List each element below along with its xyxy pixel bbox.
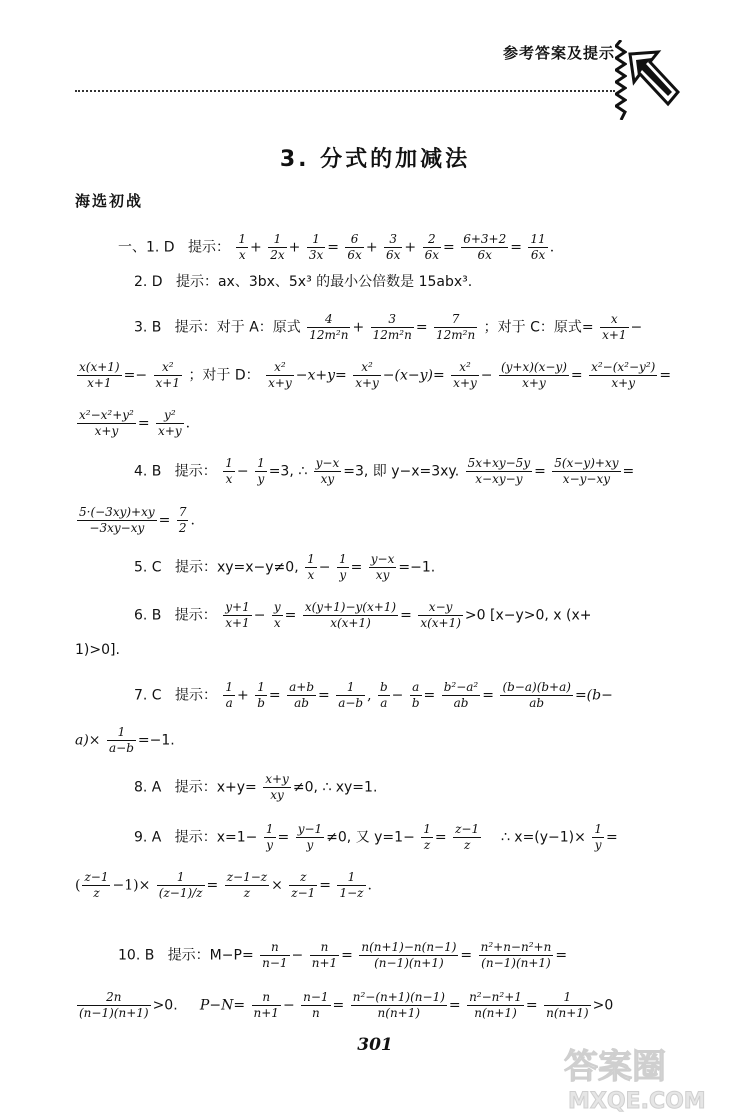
fraction: $\frac{\text{x²−(x²−y²)}}{x+y}$ xyxy=(591,360,656,390)
fraction: $\frac{n}{n+1}$ xyxy=(253,990,279,1020)
fraction: $\frac{\text{n²−n²+1}}{n(n+1)}$ xyxy=(469,990,522,1020)
fraction: $\frac{1}{2x}$ xyxy=(270,232,285,262)
fraction: $\frac{1}{3x}$ xyxy=(308,232,324,262)
header-divider xyxy=(75,90,615,92)
fraction: $\frac{1}{x}$ xyxy=(225,456,233,486)
fraction: $\frac{6}{6x}$ xyxy=(347,232,362,262)
fraction: $\frac{\text{x²−x²+y²}}{x+y}$ xyxy=(79,408,134,438)
fraction: $\frac{x-y}{x(x+1)}$ xyxy=(420,600,461,630)
fraction: $\frac{1}{y}$ xyxy=(257,456,265,486)
fraction: $\frac{x}{x+1}$ xyxy=(602,312,627,342)
fraction: $\frac{1}{n(n+1)}$ xyxy=(546,990,589,1020)
fraction: $\frac{\text{x²}}{x+1}$ xyxy=(155,360,180,390)
fraction: $\frac{5x+xy-5y}{x-xy-y}$ xyxy=(467,456,531,486)
fraction: $\frac{z-1}{z}$ xyxy=(455,822,480,852)
fraction: $\frac{n-1}{n}$ xyxy=(303,990,329,1020)
page-title: 3. 分式的加减法 xyxy=(279,147,471,172)
fraction: $\frac{7}{\text{12m²n}}$ xyxy=(436,312,476,342)
fraction: $\frac{1}{x}$ xyxy=(238,232,247,262)
fraction: $\frac{\text{b²−a²}}{ab}$ xyxy=(443,680,479,710)
fraction: $\frac{y-x}{xy}$ xyxy=(315,456,340,486)
fraction: $\frac{1}{b}$ xyxy=(257,680,265,710)
fraction: $\frac{(b-a)(b+a)}{ab}$ xyxy=(502,680,571,710)
fraction: $\frac{3}{\text{12m²n}}$ xyxy=(372,312,412,342)
fraction: $\frac{z-1-z}{z}$ xyxy=(226,870,268,900)
fraction: $\frac{a}{b}$ xyxy=(411,680,420,710)
fraction: $\frac{x(y+1)-y(x+1)}{x(x+1)}$ xyxy=(304,600,397,630)
svg-text:答案圈: 答案圈 xyxy=(564,1047,666,1087)
fraction: $\frac{1}{y}$ xyxy=(594,822,602,852)
fraction: $\frac{11}{6x}$ xyxy=(530,232,546,262)
arrow-icon xyxy=(628,50,680,108)
fraction: $\frac{n(n+1)-n(n-1)}{(n-1)(n+1)}$ xyxy=(361,940,457,970)
fraction: $\frac{1}{a-b}$ xyxy=(338,680,364,710)
fraction: $\frac{6+3+2}{6x}$ xyxy=(463,232,507,262)
fraction: $\frac{\text{y²}}{x+y}$ xyxy=(158,408,182,438)
header-title: 参考答案及提示 xyxy=(502,44,615,62)
fraction: $\frac{5\cdot(-3xy)+xy}{-3xy-xy}$ xyxy=(79,505,155,535)
fraction: $\frac{\text{x²}}{x+y}$ xyxy=(453,360,477,390)
fraction: $\frac{b}{a}$ xyxy=(379,680,388,710)
fraction: $\frac{1}{a-b}$ xyxy=(109,725,134,755)
fraction: $\frac{n}{n+1}$ xyxy=(311,940,338,970)
fraction: $\frac{2}{6x}$ xyxy=(424,232,440,262)
fraction: $\frac{1}{y}$ xyxy=(338,552,347,582)
section-heading: 海选初战 xyxy=(75,192,144,210)
fraction: $\frac{1}{x}$ xyxy=(307,552,315,582)
fraction: $\frac{1}{a}$ xyxy=(225,680,234,710)
fraction: $\frac{1}{1-z}$ xyxy=(339,870,364,900)
zigzag-border-icon xyxy=(615,40,627,120)
fraction: $\frac{\text{x²}}{x+y}$ xyxy=(355,360,379,390)
fraction: $\frac{\text{n²−(n+1)(n−1)}}{n(n+1)}$ xyxy=(352,990,445,1020)
fraction: $\frac{y+1}{x+1}$ xyxy=(225,600,250,630)
svg-text:MXQE.COM: MXQE.COM xyxy=(568,1089,706,1114)
fraction: $\frac{x+y}{xy}$ xyxy=(265,772,289,802)
fraction: $\frac{y}{x}$ xyxy=(273,600,281,630)
fraction: $\frac{a+b}{ab}$ xyxy=(289,680,314,710)
fraction: $\frac{(y+x)(x-y)}{x+y}$ xyxy=(500,360,567,390)
fraction: $\frac{7}{2}$ xyxy=(178,505,187,535)
fraction: $\frac{1}{y}$ xyxy=(265,822,274,852)
fraction: $\frac{x(x+1)}{x+1}$ xyxy=(79,360,120,390)
fraction: $\frac{3}{6x}$ xyxy=(386,232,401,262)
fraction: $\frac{1}{(z-1)/z}$ xyxy=(158,870,203,900)
fraction: $\frac{\text{x²}}{x+y}$ xyxy=(268,360,292,390)
fraction: $\frac{z}{z-1}$ xyxy=(291,870,316,900)
fraction: $\frac{1}{z}$ xyxy=(423,822,431,852)
fraction: $\frac{4}{\text{12m²n}}$ xyxy=(309,312,349,342)
fraction: $\frac{5(x-y)+xy}{x-y-xy}$ xyxy=(554,456,619,486)
page-number: 301 xyxy=(357,1035,393,1055)
fraction: $\frac{z-1}{z}$ xyxy=(84,870,109,900)
fraction: $\frac{y-x}{xy}$ xyxy=(370,552,395,582)
fraction: $\frac{y-1}{y}$ xyxy=(297,822,323,852)
fraction: $\frac{\text{n²+n−n²+n}}{(n-1)(n+1)}$ xyxy=(480,940,552,970)
watermark-logo xyxy=(560,1040,745,1115)
fraction: $\frac{2n}{(n-1)(n+1)}$ xyxy=(79,990,149,1020)
fraction: $\frac{n}{n-1}$ xyxy=(262,940,288,970)
